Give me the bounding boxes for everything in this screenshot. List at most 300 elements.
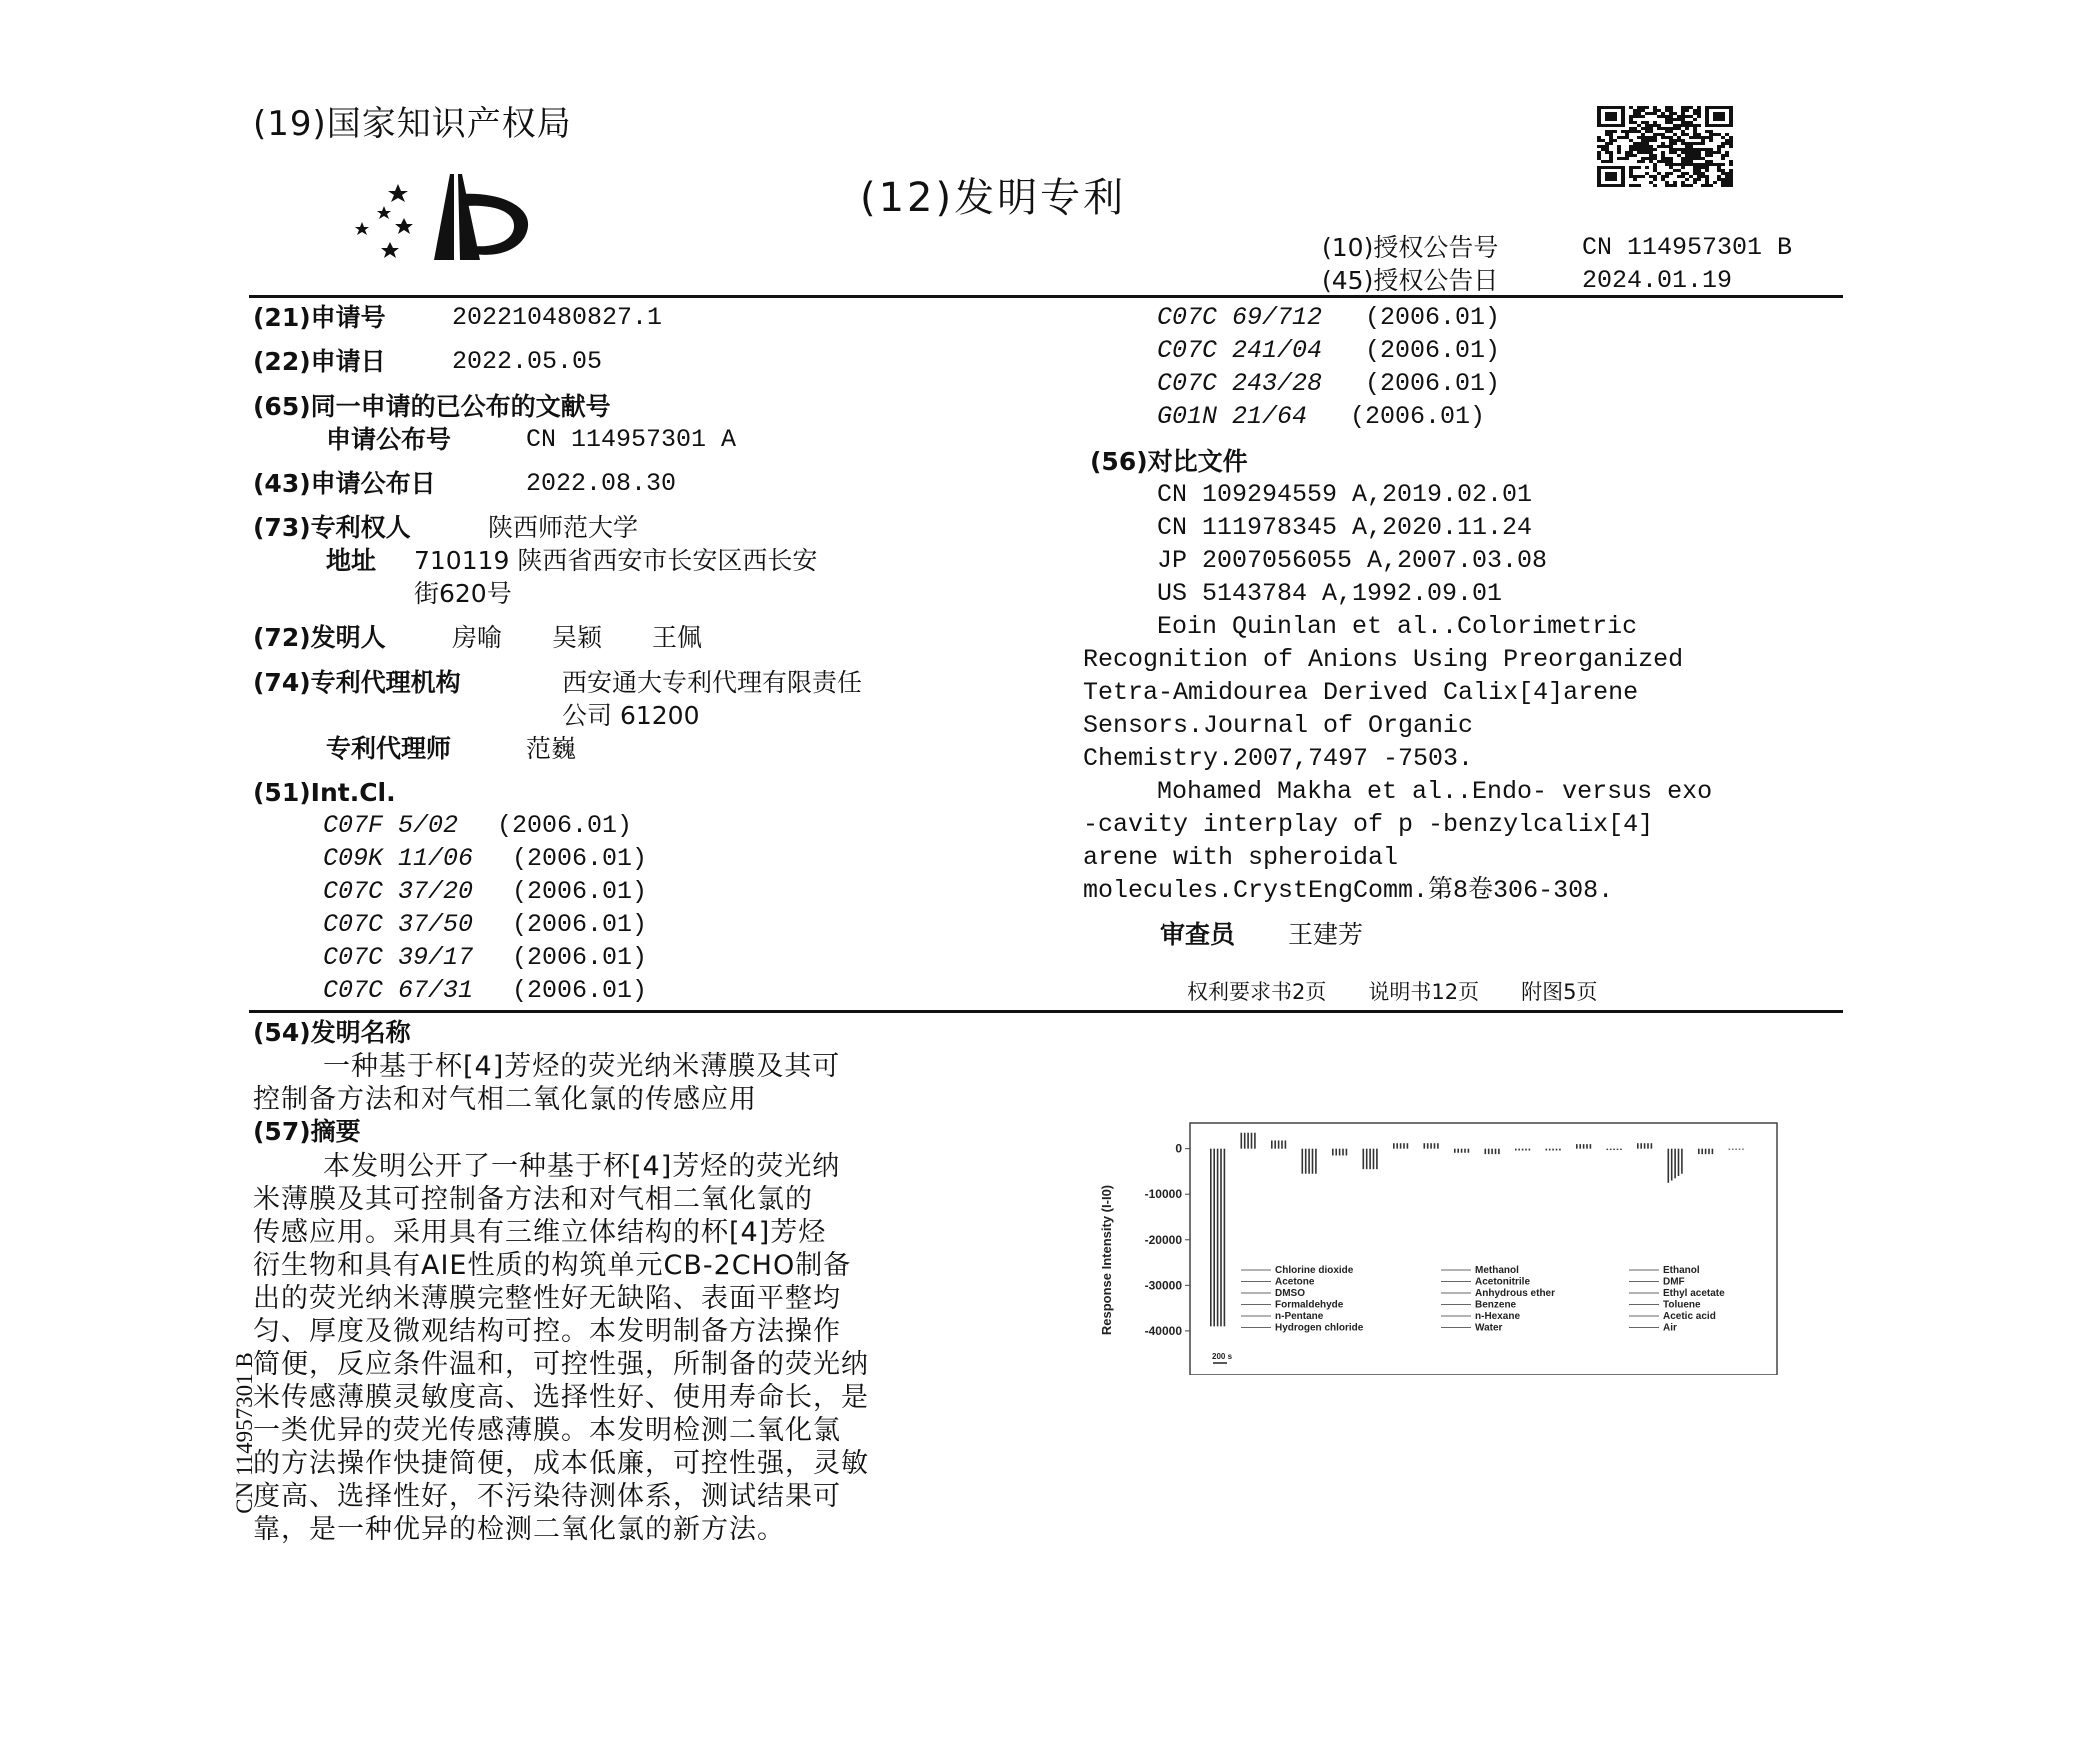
qr-module [1661, 136, 1665, 139]
qr-module [1725, 175, 1729, 178]
qr-module [1685, 109, 1689, 112]
qr-module [1693, 127, 1697, 130]
qr-module [1669, 142, 1673, 145]
prior-publication-label: (65)同一申请的已公布的文献号 [253, 392, 611, 421]
qr-module [1597, 145, 1601, 148]
abstract-line: 简便，反应条件温和，可控性强，所制备的荧光纳 [253, 1349, 869, 1380]
response-bar [1668, 1149, 1670, 1183]
agency-line-1: 西安通大专利代理有限责任 [562, 668, 863, 697]
qr-module [1729, 139, 1733, 142]
qr-code [1597, 106, 1733, 188]
qr-module [1729, 175, 1733, 178]
qr-module [1641, 160, 1645, 163]
qr-module [1689, 175, 1693, 178]
qr-module [1649, 124, 1653, 127]
qr-module [1669, 121, 1673, 124]
qr-module [1677, 148, 1681, 151]
qr-module [1673, 133, 1677, 136]
literature-1-line: Sensors.Journal of Organic [1083, 711, 1474, 740]
qr-module [1697, 109, 1701, 112]
qr-module [1665, 175, 1669, 178]
qr-module [1721, 163, 1725, 166]
qr-module [1689, 148, 1693, 151]
response-bar [1742, 1149, 1744, 1150]
abstract-line: 匀、厚度及微观结构可控。本发明制备方法操作 [253, 1316, 841, 1347]
qr-module [1681, 109, 1685, 112]
qr-module [1601, 139, 1605, 142]
qr-module [1697, 172, 1701, 175]
qr-module [1629, 148, 1633, 151]
section-divider [249, 1010, 1843, 1013]
qr-module [1717, 145, 1721, 148]
response-bar [1491, 1149, 1493, 1154]
qr-module [1717, 133, 1721, 136]
qr-module [1673, 124, 1677, 127]
response-bar [1546, 1149, 1548, 1151]
qr-module [1641, 145, 1645, 148]
qr-module [1681, 121, 1685, 124]
qr-module [1637, 142, 1641, 145]
response-bar [1312, 1149, 1314, 1174]
agent: 范巍 [526, 734, 577, 763]
qr-module [1661, 127, 1665, 130]
qr-module [1657, 160, 1661, 163]
qr-module [1645, 151, 1649, 154]
response-bar [1610, 1149, 1612, 1150]
response-bar [1396, 1143, 1398, 1148]
qr-module [1681, 133, 1685, 136]
y-tick-label: -30000 [1144, 1278, 1182, 1293]
qr-module [1669, 184, 1673, 187]
application-number-label: (21)申请号 [253, 303, 386, 332]
publication-number: CN 114957301 A [526, 425, 737, 454]
qr-module [1681, 160, 1685, 163]
response-bar [1515, 1149, 1517, 1151]
response-bar [1640, 1143, 1642, 1148]
qr-module [1709, 133, 1713, 136]
legend-entry: Anhydrous ether [1475, 1288, 1556, 1299]
int-cl-version: (2006.01) [512, 943, 648, 972]
examiner-label: 审查员 [1160, 920, 1236, 949]
invention-title-line: 一种基于杯[4]芳烃的荧光纳米薄膜及其可 [323, 1051, 841, 1082]
qr-module [1641, 115, 1645, 118]
qr-module [1641, 106, 1645, 109]
qr-module [1705, 136, 1709, 139]
response-bar [1522, 1149, 1524, 1151]
int-cl-code: C07C 241/04 [1157, 336, 1323, 365]
publication-date-label: (43)申请公布日 [253, 469, 436, 498]
qr-module [1669, 127, 1673, 130]
qr-module [1657, 109, 1661, 112]
qr-module [1609, 160, 1613, 163]
response-bar [1468, 1149, 1470, 1153]
response-bar [1457, 1149, 1459, 1153]
qr-module [1681, 181, 1685, 184]
reference-item: JP 2007056055 A,2007.03.08 [1157, 546, 1548, 575]
qr-module [1665, 160, 1669, 163]
int-cl-code: C07F 5/02 [323, 811, 459, 840]
legend-entry: Benzene [1475, 1299, 1517, 1311]
qr-module [1633, 112, 1637, 115]
qr-module [1721, 184, 1725, 187]
response-bar [1369, 1149, 1371, 1170]
response-bar [1424, 1143, 1426, 1148]
inventors-label: (72)发明人 [253, 623, 386, 652]
side-document-code: CN 114957301 B [232, 1352, 257, 1514]
qr-module [1697, 136, 1701, 139]
qr-module [1633, 121, 1637, 124]
qr-module [1697, 133, 1701, 136]
qr-module [1721, 142, 1725, 145]
qr-module [1693, 142, 1697, 145]
qr-module [1669, 163, 1673, 166]
qr-module [1685, 121, 1689, 124]
qr-module [1693, 133, 1697, 136]
legend-entry: Acetone [1275, 1276, 1315, 1288]
qr-module [1681, 112, 1685, 115]
qr-module [1677, 175, 1681, 178]
chart-frame [1190, 1123, 1777, 1375]
qr-module [1693, 118, 1697, 121]
response-bar [1712, 1149, 1714, 1154]
qr-module [1625, 133, 1629, 136]
qr-module [1653, 184, 1657, 187]
qr-module [1649, 145, 1653, 148]
response-bar [1549, 1149, 1551, 1151]
int-cl-code: C07C 39/17 [323, 943, 474, 972]
qr-module [1689, 121, 1693, 124]
qr-module [1677, 136, 1681, 139]
response-bar [1393, 1143, 1395, 1148]
response-bar [1342, 1149, 1344, 1156]
qr-module [1717, 148, 1721, 151]
qr-module [1597, 157, 1601, 160]
qr-module [1673, 148, 1677, 151]
qr-module [1677, 118, 1681, 121]
qr-module [1685, 106, 1689, 109]
qr-module [1605, 130, 1609, 133]
qr-module [1681, 166, 1685, 169]
qr-module [1605, 151, 1609, 154]
response-bar [1315, 1149, 1317, 1174]
response-bar [1637, 1143, 1639, 1148]
qr-module [1685, 184, 1689, 187]
qr-module [1669, 130, 1673, 133]
qr-module [1649, 148, 1653, 151]
qr-module [1669, 148, 1673, 151]
qr-module [1669, 118, 1673, 121]
response-bar [1213, 1149, 1215, 1327]
qr-module [1669, 160, 1673, 163]
qr-module [1721, 181, 1725, 184]
qr-module [1645, 145, 1649, 148]
response-bar [1579, 1144, 1581, 1149]
qr-module [1701, 139, 1705, 142]
qr-module [1701, 175, 1705, 178]
qr-module [1681, 151, 1685, 154]
qr-module [1681, 142, 1685, 145]
qr-module [1705, 151, 1709, 154]
application-date: 2022.05.05 [452, 347, 603, 376]
qr-module [1697, 142, 1701, 145]
qr-module [1649, 181, 1653, 184]
qr-module [1653, 139, 1657, 142]
qr-module [1633, 145, 1637, 148]
qr-module [1721, 136, 1725, 139]
qr-module [1633, 109, 1637, 112]
qr-module [1653, 124, 1657, 127]
qr-module [1653, 169, 1657, 172]
qr-module [1645, 157, 1649, 160]
qr-module [1717, 151, 1721, 154]
response-bar [1308, 1149, 1310, 1174]
qr-module [1661, 154, 1665, 157]
qr-module [1661, 112, 1665, 115]
qr-module [1697, 175, 1701, 178]
response-bar [1671, 1149, 1673, 1181]
qr-module [1673, 169, 1677, 172]
qr-module [1729, 163, 1733, 166]
qr-module [1693, 163, 1697, 166]
qr-module [1641, 151, 1645, 154]
qr-module [1597, 139, 1601, 142]
grant-number-label: (10)授权公告号 [1322, 233, 1499, 262]
qr-module [1689, 151, 1693, 154]
qr-module [1689, 184, 1693, 187]
qr-module [1629, 130, 1633, 133]
qr-module [1709, 148, 1713, 151]
qr-module [1609, 157, 1613, 160]
qr-module [1653, 154, 1657, 157]
qr-module [1637, 175, 1641, 178]
qr-module [1697, 163, 1701, 166]
response-bar [1613, 1149, 1615, 1150]
qr-module [1657, 127, 1661, 130]
qr-module [1625, 151, 1629, 154]
qr-module [1669, 172, 1673, 175]
literature-2-line: -cavity interplay of p -benzylcalix[4] [1083, 810, 1654, 839]
qr-module [1681, 115, 1685, 118]
qr-module [1673, 142, 1677, 145]
qr-module [1689, 145, 1693, 148]
qr-module [1697, 169, 1701, 172]
qr-module [1681, 157, 1685, 160]
qr-module [1629, 151, 1633, 154]
response-bar [1346, 1149, 1348, 1156]
literature-1-line: Recognition of Anions Using Preorganized [1083, 645, 1684, 674]
qr-module [1637, 106, 1641, 109]
page-counts: 权利要求书2页 说明书12页 附图5页 [1187, 980, 1598, 1004]
qr-module [1681, 163, 1685, 166]
qr-module [1697, 112, 1701, 115]
response-bar [1363, 1149, 1365, 1170]
qr-module [1701, 148, 1705, 151]
response-bar [1278, 1140, 1280, 1148]
qr-module [1633, 184, 1637, 187]
abstract-line: 出的荧光纳米薄膜完整性好无缺陷、表面平整均 [253, 1283, 841, 1314]
qr-module [1729, 178, 1733, 181]
int-cl-version: (2006.01) [1365, 336, 1501, 365]
y-tick-label: -40000 [1144, 1323, 1182, 1338]
qr-module [1717, 175, 1721, 178]
qr-module [1665, 172, 1669, 175]
qr-module [1697, 178, 1701, 181]
qr-module [1705, 166, 1709, 169]
qr-module [1649, 136, 1653, 139]
scale-label: 200 s [1212, 1352, 1233, 1361]
response-bar [1498, 1149, 1500, 1154]
qr-module [1689, 136, 1693, 139]
qr-module [1673, 181, 1677, 184]
qr-module [1657, 124, 1661, 127]
response-bar [1485, 1149, 1487, 1154]
abstract-line: 衍生物和具有AIE性质的构筑单元CB-2CHO制备 [253, 1250, 852, 1281]
qr-module [1629, 154, 1633, 157]
qr-module [1665, 181, 1669, 184]
qr-module [1645, 112, 1649, 115]
response-bar [1617, 1149, 1619, 1150]
literature-2-line: Mohamed Makha et al..Endo- versus exo [1157, 777, 1713, 806]
qr-module [1621, 130, 1625, 133]
qr-module [1609, 154, 1613, 157]
response-bar [1244, 1133, 1246, 1149]
qr-module [1653, 163, 1657, 166]
response-bar [1430, 1143, 1432, 1148]
qr-module [1653, 175, 1657, 178]
qr-module [1681, 184, 1685, 187]
qr-module [1677, 154, 1681, 157]
qr-module [1669, 145, 1673, 148]
response-bar [1678, 1149, 1680, 1176]
response-bar [1586, 1144, 1588, 1149]
qr-module [1681, 139, 1685, 142]
qr-module [1637, 184, 1641, 187]
qr-module [1605, 133, 1609, 136]
legend-entry: n-Pentane [1275, 1311, 1324, 1322]
legend-entry: DMSO [1275, 1288, 1305, 1299]
qr-module [1669, 166, 1673, 169]
response-bar [1495, 1149, 1497, 1154]
qr-module [1697, 115, 1701, 118]
qr-module [1705, 130, 1709, 133]
qr-module [1673, 127, 1677, 130]
response-bar [1373, 1149, 1375, 1170]
abstract-line: 度高、选择性好，不污染待测体系，测试结果可 [253, 1481, 841, 1512]
response-bar [1281, 1140, 1283, 1148]
qr-module [1673, 184, 1677, 187]
qr-module [1629, 115, 1633, 118]
qr-module [1597, 154, 1601, 157]
office-name: (19)国家知识产权局 [253, 104, 572, 144]
qr-module [1729, 172, 1733, 175]
legend-entry: DMF [1663, 1276, 1685, 1288]
qr-module [1625, 154, 1629, 157]
qr-module [1601, 160, 1605, 163]
qr-module [1633, 115, 1637, 118]
qr-module [1685, 124, 1689, 127]
response-bar [1708, 1149, 1710, 1154]
response-bar [1647, 1143, 1649, 1148]
response-bar [1644, 1143, 1646, 1148]
grant-date: 2024.01.19 [1582, 266, 1733, 295]
qr-module [1617, 136, 1621, 139]
qr-module [1637, 151, 1641, 154]
abstract-line: 传感应用。采用具有三维立体结构的杯[4]芳烃 [253, 1217, 827, 1248]
qr-module [1697, 151, 1701, 154]
response-bar [1407, 1143, 1409, 1148]
qr-module [1641, 109, 1645, 112]
int-cl-code: C07C 37/20 [323, 877, 474, 906]
response-bar [1732, 1149, 1734, 1150]
legend-entry: Methanol [1475, 1265, 1519, 1276]
response-bar [1302, 1149, 1304, 1174]
qr-module [1673, 112, 1677, 115]
qr-module [1649, 151, 1653, 154]
qr-module [1645, 166, 1649, 169]
qr-module [1657, 172, 1661, 175]
int-cl-version: (2006.01) [512, 976, 648, 1005]
qr-module [1641, 142, 1645, 145]
qr-module [1665, 109, 1669, 112]
qr-module [1713, 163, 1717, 166]
qr-module [1673, 118, 1677, 121]
abstract-line: 一类优异的荧光传感薄膜。本发明检测二氧化氯 [253, 1415, 841, 1446]
qr-module [1665, 130, 1669, 133]
qr-module [1657, 115, 1661, 118]
reference-item: US 5143784 A,1992.09.01 [1157, 579, 1503, 608]
qr-module [1653, 166, 1657, 169]
response-bar [1427, 1143, 1429, 1148]
qr-module [1725, 178, 1729, 181]
qr-module [1645, 130, 1649, 133]
qr-module [1689, 124, 1693, 127]
qr-module [1713, 133, 1717, 136]
scale-bar [1212, 1352, 1233, 1363]
qr-module [1701, 184, 1705, 187]
response-bar [1220, 1149, 1222, 1327]
qr-module [1617, 157, 1621, 160]
response-bar [1576, 1144, 1578, 1149]
qr-module [1649, 154, 1653, 157]
qr-module [1689, 115, 1693, 118]
qr-module [1689, 160, 1693, 163]
response-bar [1285, 1140, 1287, 1148]
int-cl-code: C07C 37/50 [323, 910, 474, 939]
qr-module [1661, 178, 1665, 181]
qr-module [1645, 124, 1649, 127]
qr-module [1601, 145, 1605, 148]
qr-module [1709, 151, 1713, 154]
qr-module [1633, 148, 1637, 151]
qr-module [1681, 130, 1685, 133]
qr-module [1653, 106, 1657, 109]
qr-module [1609, 139, 1613, 142]
response-bar [1254, 1133, 1256, 1149]
qr-module [1665, 121, 1669, 124]
qr-module [1645, 121, 1649, 124]
qr-module [1649, 139, 1653, 142]
qr-module [1693, 181, 1697, 184]
qr-module [1725, 133, 1729, 136]
qr-module [1665, 136, 1669, 139]
qr-module [1665, 163, 1669, 166]
qr-module [1713, 181, 1717, 184]
qr-module [1685, 133, 1689, 136]
qr-module [1633, 130, 1637, 133]
response-bar [1454, 1149, 1456, 1153]
response-bar [1739, 1149, 1741, 1150]
response-bar [1556, 1149, 1558, 1151]
